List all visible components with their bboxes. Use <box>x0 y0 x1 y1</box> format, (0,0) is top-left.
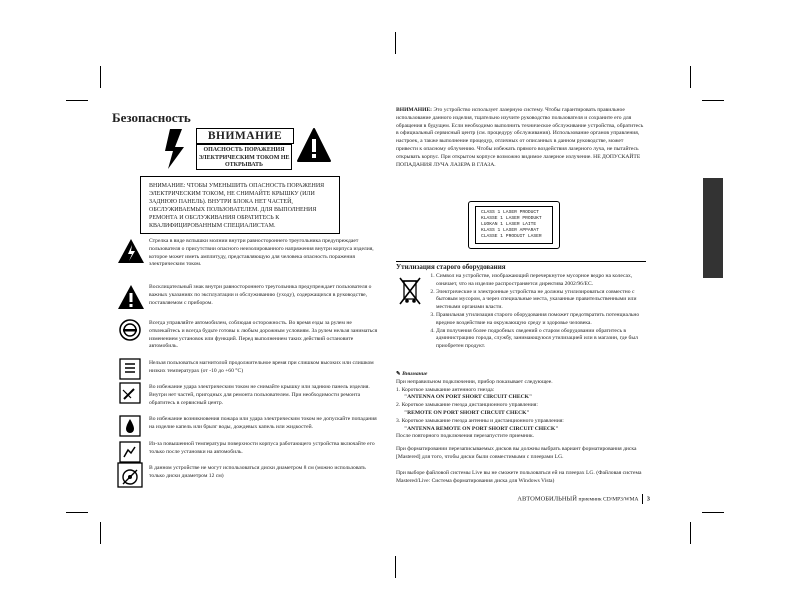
item-text: Нельзя пользоваться магнитолой продолжительное время при слишком высоких или слишком низких температурах (от -10 до +60 °C) <box>149 360 374 374</box>
note-line: "REMOTE ON PORT SHORT CIRCUIT CHECK" <box>404 409 530 416</box>
footer-brand: АВТОМОБИЛЬНЫЙ <box>517 495 577 503</box>
footer-separator <box>642 494 643 504</box>
exclamation-triangle-icon <box>117 284 145 310</box>
footer-product: приемник CD/MP3/WMA <box>578 496 639 503</box>
screwdriver-icon <box>119 382 141 404</box>
note-heading <box>396 371 646 379</box>
exclamation-warning-icon <box>296 127 332 171</box>
disposal-item: 3. Правильная утилизация старого оборудования поможет предотвратить потенциально вредное воздействие на окружающую среду и здоровье человека. <box>436 312 646 328</box>
item-text: Во избежание удара электрическим током не снимайте крышку или заднюю панель изделия. Внутри нет частей, пригодных для ремонта пользователем. При необходимости ремонта обратитесь в сервисный центр. <box>149 384 370 406</box>
note-block <box>396 371 646 441</box>
laser-label-line: CLASSE 1 PRODUIT LASER <box>481 234 542 239</box>
item-text: Из-за повышенной температуры поверхности корпуса работающего устройства включайте его только после установки на автомобиль. <box>149 441 375 455</box>
crop-mark <box>702 100 724 101</box>
note-line: "ANTENNA ON PORT SHORT CIRCUIT CHECK" <box>404 394 533 401</box>
disposal-title: Утилизация старого оборудования <box>396 263 506 271</box>
note-intro: При неправильном подключении, прибор показывает следующее. <box>396 378 553 385</box>
water-drop-icon <box>119 415 141 437</box>
item-text: В данном устройстве не могут использоваться диски диаметром 8 см (можно использовать только диски диаметром 12 см) <box>149 465 366 479</box>
note-line: 2. Короткое замыкание гнезда дистанционного управления: <box>396 402 538 409</box>
crop-mark <box>66 512 88 513</box>
section-divider <box>396 261 646 262</box>
note-line: 1. Короткое замыкание антенного гнезда: <box>396 386 495 393</box>
crop-mark <box>66 100 88 101</box>
note-title: Внимание <box>402 371 428 377</box>
steering-wheel-icon <box>119 319 141 341</box>
disc-icon <box>117 462 143 488</box>
crop-mark <box>395 32 396 54</box>
item-text: Всегда управляйте автомобилем, соблюдая осторожность. Во время езды за рулем не отвлекайтесь и всегда будьте готовы к любым дорожным условиям. За рулем нельзя заниматься изменением установок или функций. Перед выполнением таких действий остановите автомобиль. <box>149 320 378 350</box>
item-text: Во избежание возникновения пожара или удара электрическим током не допускайте попадания на изделие капель или брызг воды, дождевых капель или жидкостей. <box>149 416 377 430</box>
lightning-triangle-icon <box>117 238 145 264</box>
item-text: Стрелка в виде вспышки молнии внутри равностороннего треугольника предупреждает пользователя о присутствии опасного неизолированного напряжения внутри корпуса изделия, которое может иметь амплитуду, представляющую для человека опасность поражения электрическим током. <box>149 238 374 268</box>
page-footer <box>490 494 650 504</box>
laser-label-line: KLASS 1 LASER APPARAT <box>481 228 539 233</box>
crossed-bin-icon <box>398 275 422 307</box>
hand-hot-icon <box>119 441 141 463</box>
crop-mark <box>100 66 101 88</box>
warning-header: ВНИМАНИЕ <box>196 128 294 144</box>
crop-mark <box>395 556 396 578</box>
note-line: После повторного подключения перезапустите приемник. <box>396 433 535 440</box>
note-icon: ✎ <box>396 371 403 377</box>
warning-subheader: ОПАСНОСТЬ ПОРАЖЕНИЯ ЭЛЕКТРИЧЕСКИМ ТОКОМ НЕ ОТКРЫВАТЬ <box>196 144 292 170</box>
format-paragraph: При форматировании перезаписываемых дисков вы должны выбрать вариант форматирования диска [Mastered] для того, чтобы диски были совместимыми с плеерами LG. <box>396 446 637 460</box>
item-text: Восклицательный знак внутри равностороннего треугольника предупреждает пользователя о важных указаниях по эксплуатации и обслуживанию (уходу), содержащихся в руководстве, поставляемом с прибором. <box>149 284 372 306</box>
format-paragraph: При выборе файловой системы Live вы не сможете пользоваться ей на плеерах LG. (Файловая система Mastered/Live: Система форматирования диска для Windows Vista) <box>396 470 642 484</box>
disposal-item: 2. Электрические и электронные устройства не должны утилизироваться совместно с бытовым мусором, а через специальные места, указанные правительственными или местными органами власти. <box>436 289 646 312</box>
laser-label <box>468 201 560 249</box>
section-tab <box>703 178 723 278</box>
warning-text-box: ВНИМАНИЕ: ЧТОБЫ УМЕНЬШИТЬ ОПАСНОСТЬ ПОРАЖЕНИЯ ЭЛЕКТРИЧЕСКИМ ТОКОМ, НЕ СНИМАЙТЕ КРЫШКУ (ИЛИ ЗАДНЮЮ ПАНЕЛЬ). ВНУТРИ БЛОКА НЕТ ЧАСТЕЙ, ОБСЛУЖИВАЕМЫХ ПОЛЬЗОВАТЕЛЕМ. ДЛЯ ВЫПОЛНЕНИЯ РЕМОНТА И ОБСЛУЖИВАНИЯ ОБРАТИТЕСЬ К КВАЛИФИЦИРОВАННЫМ СПЕЦИАЛИСТАМ. <box>140 176 340 234</box>
laser-attention-body: Это устройство использует лазерную систему. Чтобы гарантировать правильное использование данного изделия, тщательно изучите руководство пользователя и сохраните его для обращения в будущем. Если необходимо выполнить техническое обслуживание устройства, обратитесь в официальный сервисный центр (см. процедуру обслуживания). Использование органов управления, настроек, а также выполнение процедур, отличных от описанных в данном руководстве, может привести к опасному облучению. Чтобы избежать прямого воздействия лазерного луча, не пытайтесь открывать корпус. При открытом корпусе возможно видимое лазерное излучение. НЕ ДОПУСКАЙТЕ ПОПАДАНИЯ ЛУЧА ЛАЗЕРА В ГЛАЗА. <box>396 107 644 168</box>
page-title: Безопасность <box>112 110 191 125</box>
laser-attention-title: ВНИМАНИЕ: <box>396 107 433 113</box>
page-number: 3 <box>646 495 650 503</box>
crop-mark <box>702 512 724 513</box>
laser-label-line: CLASS 1 LASER PRODUCT <box>481 210 539 215</box>
note-line: 3. Короткое замыкание гнезда антенны и дистанционного управления: <box>396 417 564 424</box>
crop-mark <box>690 66 691 88</box>
crop-mark <box>690 522 691 544</box>
laser-label-line: LUOKAN 1 LASER LAITE <box>481 222 537 227</box>
disposal-list <box>426 273 646 351</box>
laser-attention-text <box>396 107 646 169</box>
disposal-item: 4. Для получения более подробных сведений о старом оборудовании обратитесь в администрацию города, службу, занимающуюся утилизацией или в магазин, где был приобретен продукт. <box>436 328 646 351</box>
thermometer-icon <box>119 358 141 380</box>
crop-mark <box>100 522 101 544</box>
disposal-item: 1. Символ на устройстве, изображающий перечеркнутое мусорное ведро на колесах, означает, что на изделие распространяется директива 2002/96/EC. <box>436 273 646 289</box>
laser-label-line: KLASSE 1 LASER PRODUKT <box>481 216 542 221</box>
note-line: "ANTENNA REMOTE ON PORT SHORT CIRCUIT CHECK" <box>404 425 559 432</box>
lightning-warning-icon <box>158 127 194 171</box>
